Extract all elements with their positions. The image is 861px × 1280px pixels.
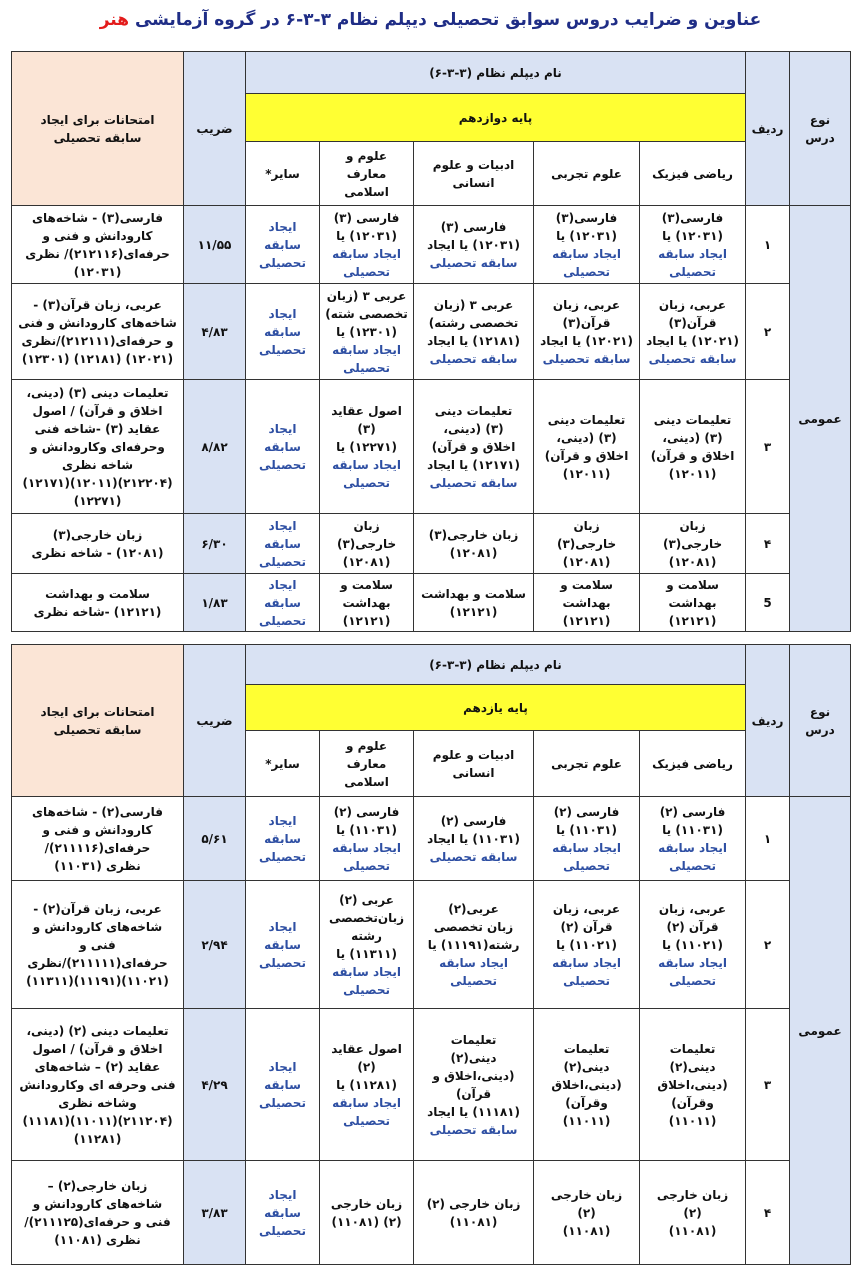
header-field-other: سایر* bbox=[246, 731, 320, 797]
course-text: اصول عقاید (۳) (۱۲۲۷۱) یا bbox=[331, 403, 402, 454]
table-grade-11 bbox=[11, 644, 851, 1265]
course-cell bbox=[246, 206, 320, 284]
exam-cell: تعلیمات دینی (۳) (دینی، اخلاق و قرآن) / اصول عقاید (۳) -شاخه فنی وحرفه‌ای وکارودانش و شاخه نظری (۲۱۲۲۰۴)(۱۲۰۱۱)(۱۲۱۷۱) (۱۲۲۷۱) bbox=[12, 380, 184, 514]
coefficient-cell: ۶/۳۰ bbox=[184, 514, 246, 574]
header-field-islamic: علوم و معارف اسلامی bbox=[320, 731, 414, 797]
course-cell bbox=[246, 881, 320, 1009]
course-note: ایجاد سابقه تحصیلی bbox=[259, 1187, 306, 1238]
course-note: ایجاد سابقه تحصیلی bbox=[259, 518, 306, 569]
course-text: فارسی (۲) (۱۱۰۳۱) یا bbox=[333, 804, 400, 837]
course-text: تعلیمات دینی (۳) (دینی، اخلاق و قرآن) (۱۲۱۷۱) یا ایجاد bbox=[427, 403, 520, 472]
table-row bbox=[12, 206, 851, 284]
coefficient-cell: ۳/۸۳ bbox=[184, 1161, 246, 1265]
course-cell bbox=[414, 284, 534, 380]
course-cell bbox=[414, 574, 534, 632]
course-cell bbox=[534, 1009, 640, 1161]
course-cell bbox=[534, 797, 640, 881]
course-text: فارسی(۳) (۱۲۰۳۱) یا bbox=[555, 210, 618, 243]
course-text: زبان خارجی (۲) (۱۱۰۸۱) bbox=[426, 1196, 521, 1229]
course-cell bbox=[640, 574, 746, 632]
course-text: زبان خارجی(۳) (۱۲۰۸۱) bbox=[556, 518, 617, 569]
course-text: عربی ۳ (زبان تخصصی رشته) (۱۲۱۸۱) یا ایجاد bbox=[427, 297, 520, 348]
course-note: ایجاد سابقه تحصیلی bbox=[259, 1059, 306, 1110]
course-note: ایجاد سابقه تحصیلی bbox=[259, 813, 306, 864]
course-text: زبان خارجی (۲) (۱۱۰۸۱) bbox=[550, 1187, 623, 1238]
course-cell bbox=[534, 1161, 640, 1265]
course-text: زبان خارجی(۳) (۱۲۰۸۱) bbox=[428, 527, 519, 560]
course-cell bbox=[320, 206, 414, 284]
course-note: ایجاد سابقه تحصیلی bbox=[259, 577, 306, 628]
course-cell bbox=[640, 206, 746, 284]
table-row bbox=[12, 380, 851, 514]
course-note: ایجاد سابقه تحصیلی bbox=[552, 955, 621, 988]
course-cell bbox=[414, 881, 534, 1009]
header-coefficient: ضریب bbox=[184, 52, 246, 206]
course-text: عربی، زبان قرآن (۲) (۱۱۰۲۱) یا bbox=[552, 901, 621, 952]
course-cell bbox=[320, 797, 414, 881]
course-cell bbox=[414, 1161, 534, 1265]
course-note: سابقه تحصیلی bbox=[648, 351, 737, 366]
row-number: ۲ bbox=[746, 881, 790, 1009]
course-cell bbox=[246, 1161, 320, 1265]
course-note: ایجاد سابقه تحصیلی bbox=[552, 840, 621, 873]
course-note: ایجاد سابقه تحصیلی bbox=[658, 840, 727, 873]
header-grade: پایه یازدهم bbox=[246, 685, 746, 731]
course-cell bbox=[246, 380, 320, 514]
course-cell bbox=[640, 514, 746, 574]
exam-cell: عربی، زبان قرآن(۳) - شاخه‌های کارودانش و فنی و حرفه‌ای(۲۱۲۱۱۱)/نظری (۱۲۰۲۱) (۱۲۱۸۱) (۱۲۳۰۱) bbox=[12, 284, 184, 380]
header-exams: امتحانات برای ایجاد سابقه تحصیلی bbox=[12, 52, 184, 206]
header-field-humanities: ادبیات و علوم انسانی bbox=[414, 731, 534, 797]
course-note: ایجاد سابقه تحصیلی bbox=[552, 246, 621, 279]
course-note: ایجاد سابقه تحصیلی bbox=[259, 421, 306, 472]
table-grade-12 bbox=[11, 51, 851, 632]
course-note: سابقه تحصیلی bbox=[429, 1122, 518, 1137]
category-cell: عمومی bbox=[790, 206, 851, 632]
course-text: تعلیمات دینی (۳) (دینی، اخلاق و قرآن) (۱۲۰۱۱) bbox=[544, 412, 629, 481]
exam-cell: زبان خارجی(۳) (۱۲۰۸۱) - شاخه نظری bbox=[12, 514, 184, 574]
course-note: ایجاد سابقه تحصیلی bbox=[439, 955, 508, 988]
exam-cell: سلامت و بهداشت (۱۲۱۲۱) -شاخه نظری bbox=[12, 574, 184, 632]
course-cell bbox=[640, 380, 746, 514]
course-cell bbox=[534, 574, 640, 632]
page-title bbox=[0, 10, 861, 30]
course-cell bbox=[246, 514, 320, 574]
header-exams: امتحانات برای ایجاد سابقه تحصیلی bbox=[12, 645, 184, 797]
title-highlight: هنر bbox=[99, 10, 130, 30]
course-text: عربی، زبان قرآن(۳) (۱۲۰۲۱) یا ایجاد bbox=[646, 297, 739, 348]
coefficient-cell: ۴/۸۳ bbox=[184, 284, 246, 380]
course-text: فارسی (۲) (۱۱۰۳۱) یا bbox=[659, 804, 726, 837]
course-cell bbox=[320, 574, 414, 632]
table-row bbox=[12, 574, 851, 632]
course-text: زبان خارجی(۳) (۱۲۰۸۱) bbox=[662, 518, 723, 569]
header-lesson-type: نوع درس bbox=[790, 52, 851, 206]
coefficient-cell: ۴/۲۹ bbox=[184, 1009, 246, 1161]
table-row bbox=[12, 797, 851, 881]
table-row bbox=[12, 284, 851, 380]
course-note: ایجاد سابقه تحصیلی bbox=[259, 306, 306, 357]
course-note: ایجاد سابقه تحصیلی bbox=[658, 955, 727, 988]
row-number: ۳ bbox=[746, 1009, 790, 1161]
course-text: فارسی (۳) (۱۲۰۳۱) یا bbox=[333, 210, 400, 243]
header-field-islamic: علوم و معارف اسلامی bbox=[320, 142, 414, 206]
table-row bbox=[12, 1161, 851, 1265]
course-text: فارسی (۲) (۱۱۰۳۱) یا bbox=[553, 804, 620, 837]
course-text: تعلیمات دینی(۲) (دینی،اخلاق و قرآن) (۱۱۱۸۱) یا ایجاد bbox=[427, 1032, 520, 1119]
course-note: سابقه تحصیلی bbox=[542, 351, 631, 366]
header-field-humanities: ادبیات و علوم انسانی bbox=[414, 142, 534, 206]
row-number: ۱ bbox=[746, 206, 790, 284]
row-number: ۳ bbox=[746, 380, 790, 514]
course-text: عربی (۲) زبان‌تخصصی رشته (۱۱۳۱۱) یا bbox=[328, 892, 405, 961]
header-row-number: ردیف bbox=[746, 645, 790, 797]
exam-cell: فارسی(۲) - شاخه‌های کارودانش و فنی و حرفه‌ای(۲۱۱۱۱۶)/ نظری (۱۱۰۳۱) bbox=[12, 797, 184, 881]
course-text: سلامت و بهداشت (۱۲۱۲۱) bbox=[421, 586, 526, 619]
course-note: ایجاد سابقه تحصیلی bbox=[332, 840, 401, 873]
course-note: ایجاد سابقه تحصیلی bbox=[332, 964, 401, 997]
coefficient-cell: ۱۱/۵۵ bbox=[184, 206, 246, 284]
header-row-number: ردیف bbox=[746, 52, 790, 206]
course-cell bbox=[414, 380, 534, 514]
course-cell bbox=[414, 514, 534, 574]
course-cell bbox=[320, 514, 414, 574]
header-grade: پایه دوازدهم bbox=[246, 94, 746, 142]
row-number: ۴ bbox=[746, 1161, 790, 1265]
course-text: عربی ۳ (زبان تخصصی شته) (۱۲۳۰۱) یا bbox=[325, 288, 408, 339]
header-lesson-type: نوع درس bbox=[790, 645, 851, 797]
course-cell bbox=[320, 1009, 414, 1161]
header-field-math: ریاضی فیزیک bbox=[640, 142, 746, 206]
course-note: ایجاد سابقه تحصیلی bbox=[332, 246, 401, 279]
table-row bbox=[12, 881, 851, 1009]
course-text: عربی، زبان قرآن (۲) (۱۱۰۲۱) یا bbox=[658, 901, 727, 952]
category-cell: عمومی bbox=[790, 797, 851, 1265]
course-text: سلامت و بهداشت (۱۲۱۲۱) bbox=[340, 577, 393, 628]
course-cell bbox=[246, 574, 320, 632]
course-text: زبان خارجی (۲) (۱۱۰۸۱) bbox=[656, 1187, 729, 1238]
course-cell bbox=[320, 284, 414, 380]
course-note: سابقه تحصیلی bbox=[429, 255, 518, 270]
course-cell bbox=[534, 514, 640, 574]
course-text: تعلیمات دینی(۲) (دینی،اخلاق وقرآن) (۱۱۰۱۱) bbox=[657, 1041, 728, 1128]
course-note: ایجاد سابقه تحصیلی bbox=[332, 342, 401, 375]
course-note: ایجاد سابقه تحصیلی bbox=[332, 457, 401, 490]
header-diploma: نام دیپلم نظام (۳-۳-۶) bbox=[246, 645, 746, 685]
table-row bbox=[12, 1009, 851, 1161]
course-cell bbox=[640, 1009, 746, 1161]
coefficient-cell: ۵/۶۱ bbox=[184, 797, 246, 881]
exam-cell: عربی، زبان قرآن(۲) - شاخه‌های کارودانش و فنی و حرفه‌ای(۲۱۱۱۱۱)/نظری (۱۱۰۲۱)(۱۱۱۹۱)(۱۱۳۱۱) bbox=[12, 881, 184, 1009]
header-field-science: علوم تجربی bbox=[534, 142, 640, 206]
title-text: عناوین و ضرایب دروس سوابق تحصیلی دیپلم نظام ۳-۳-۶ در گروه آزمایشی bbox=[134, 10, 762, 30]
exam-cell: فارسی(۳) - شاخه‌های کارودانش و فنی و حرفه‌ای(۲۱۲۱۱۶)/ نظری (۱۲۰۳۱) bbox=[12, 206, 184, 284]
header-field-math: ریاضی فیزیک bbox=[640, 731, 746, 797]
course-note: سابقه تحصیلی bbox=[429, 475, 518, 490]
course-text: سلامت و بهداشت (۱۲۱۲۱) bbox=[666, 577, 719, 628]
course-cell bbox=[534, 380, 640, 514]
course-cell bbox=[534, 206, 640, 284]
course-cell bbox=[414, 1009, 534, 1161]
course-cell bbox=[320, 1161, 414, 1265]
course-cell bbox=[414, 797, 534, 881]
row-number: 5 bbox=[746, 574, 790, 632]
header-diploma: نام دیپلم نظام (۳-۳-۶) bbox=[246, 52, 746, 94]
course-text: فارسی (۳) (۱۲۰۳۱) یا ایجاد bbox=[427, 219, 520, 252]
exam-cell: تعلیمات دینی (۲) (دینی، اخلاق و قرآن) / اصول عقاید (۲) – شاخه‌های فنی وحرفه ای وکارودانش وشاخه نظری (۲۱۱۲۰۴)(۱۱۰۱۱)(۱۱۱۸۱) (۱۱۲۸۱) bbox=[12, 1009, 184, 1161]
course-text: تعلیمات دینی(۲) (دینی،اخلاق وقرآن) (۱۱۰۱۱) bbox=[551, 1041, 622, 1128]
course-cell bbox=[640, 797, 746, 881]
course-text: زبان خارجی (۲) (۱۱۰۸۱) bbox=[330, 1196, 403, 1229]
course-text: سلامت و بهداشت (۱۲۱۲۱) bbox=[560, 577, 613, 628]
course-note: ایجاد سابقه تحصیلی bbox=[332, 1095, 401, 1128]
course-cell bbox=[246, 1009, 320, 1161]
course-note: ایجاد سابقه تحصیلی bbox=[259, 919, 306, 970]
row-number: ۲ bbox=[746, 284, 790, 380]
course-cell bbox=[640, 284, 746, 380]
course-text: تعلیمات دینی (۳) (دینی، اخلاق و قرآن) (۱۲۰۱۱) bbox=[650, 412, 735, 481]
row-number: ۴ bbox=[746, 514, 790, 574]
coefficient-cell: ۲/۹۴ bbox=[184, 881, 246, 1009]
course-cell bbox=[534, 881, 640, 1009]
course-cell bbox=[534, 284, 640, 380]
exam-cell: زبان خارجی(۲) – شاخه‌های کارودانش و فنی و حرفه‌ای(۲۱۱۱۲۵)/ نظری (۱۱۰۸۱) bbox=[12, 1161, 184, 1265]
course-cell bbox=[640, 881, 746, 1009]
course-note: سابقه تحصیلی bbox=[429, 849, 518, 864]
course-text: فارسی(۳) (۱۲۰۳۱) یا bbox=[661, 210, 724, 243]
header-field-science: علوم تجربی bbox=[534, 731, 640, 797]
course-text: عربی، زبان قرآن(۳) (۱۲۰۲۱) یا ایجاد bbox=[540, 297, 633, 348]
course-note: ایجاد سابقه تحصیلی bbox=[658, 246, 727, 279]
header-coefficient: ضریب bbox=[184, 645, 246, 797]
course-cell bbox=[320, 881, 414, 1009]
course-cell bbox=[246, 797, 320, 881]
table-row bbox=[12, 514, 851, 574]
row-number: ۱ bbox=[746, 797, 790, 881]
course-text: عربی(۲) زبان تخصصی رشته(۱۱۱۹۱) یا bbox=[427, 901, 520, 952]
course-cell bbox=[640, 1161, 746, 1265]
course-cell bbox=[246, 284, 320, 380]
course-note: ایجاد سابقه تحصیلی bbox=[259, 219, 306, 270]
course-text: اصول عقاید (۲) (۱۱۲۸۱) یا bbox=[331, 1041, 402, 1092]
course-cell bbox=[320, 380, 414, 514]
coefficient-cell: ۸/۸۲ bbox=[184, 380, 246, 514]
header-field-other: سایر* bbox=[246, 142, 320, 206]
course-text: فارسی (۲) (۱۱۰۳۱) یا ایجاد bbox=[427, 813, 520, 846]
course-text: زبان خارجی(۳) (۱۲۰۸۱) bbox=[336, 518, 397, 569]
course-cell bbox=[414, 206, 534, 284]
coefficient-cell: ۱/۸۳ bbox=[184, 574, 246, 632]
course-note: سابقه تحصیلی bbox=[429, 351, 518, 366]
